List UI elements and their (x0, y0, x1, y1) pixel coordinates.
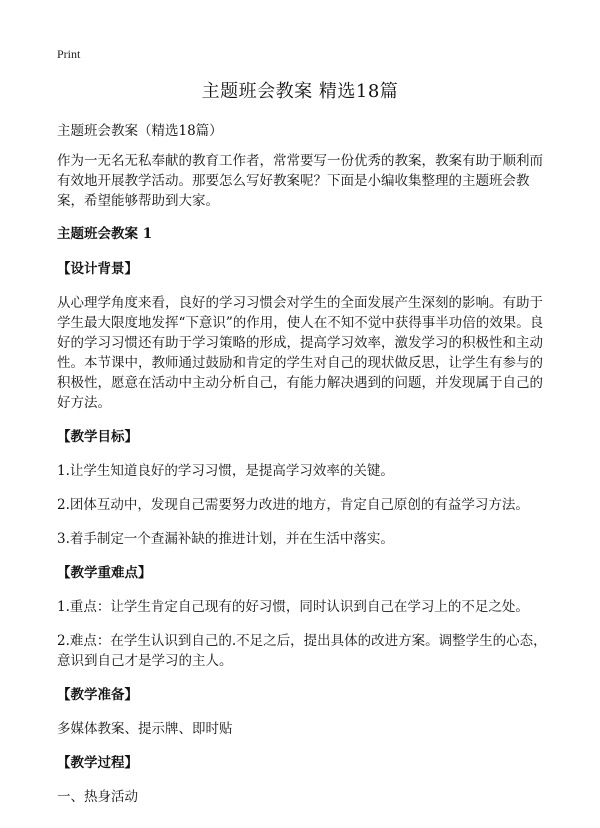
preparation-text: 多媒体教案、提示牌、即时贴 (57, 721, 233, 737)
teaching-goals-heading: 【教学目标】 (57, 429, 138, 445)
preparation-heading: 【教学准备】 (57, 687, 138, 703)
teaching-goal-item: 3.着手制定一个查漏补缺的推进计划，并在生活中落实。 (57, 531, 394, 547)
design-background-text: 从心理学角度来看，良好的学习习惯会对学生的全面发展产生深刻的影响。有助于学生最大限度地发挥“下意识”的作用，使人在不知不觉中获得事半功倍的效果。良好的学习习惯还有助于学习策略的形成，提高学习效率，激发学习的积极性和主动性。本节课中，教师通过鼓励和肯定的学生对自己的现状做反思，让学生有参与的积极性，愿意在活动中主动分析自己，有能力解决遇到的问题，并发现属于自己的好方法。 (57, 295, 544, 411)
intro-paragraph: 作为一无名无私奉献的教育工作者，常常要写一份优秀的教案，教案有助于顺利而有效地开展教学活动。那要怎么写好教案呢？下面是小编收集整理的主题班会教案，希望能够帮助到大家。 (57, 153, 543, 209)
document-subtitle: 主题班会教案（精选18篇） (57, 123, 223, 139)
process-heading: 【教学过程】 (57, 755, 138, 771)
process-text: 一、热身活动 (57, 789, 138, 805)
design-background-heading: 【设计背景】 (57, 261, 138, 277)
document-title: 主题班会教案 精选18篇 (201, 81, 399, 102)
document-body (57, 121, 549, 821)
section-title: 主题班会教案 1 (57, 226, 153, 242)
print-label: Print (57, 47, 81, 61)
key-point-item: 1.重点：让学生肯定自己现有的好习惯，同时认识到自己在学习上的不足之处。 (57, 599, 529, 615)
teaching-goal-item: 1.让学生知道良好的学习习惯，是提高学习效率的关键。 (57, 463, 394, 479)
key-point-item: 2.难点：在学生认识到自己的.不足之后，提出具体的改进方案。调整学生的心态，意识到自己才是学习的主人。 (57, 633, 547, 669)
teaching-goal-item: 2.团体互动中，发现自己需要努力改进的地方，肯定自己原创的有益学习方法。 (57, 497, 529, 513)
key-points-heading: 【教学重难点】 (57, 565, 152, 581)
